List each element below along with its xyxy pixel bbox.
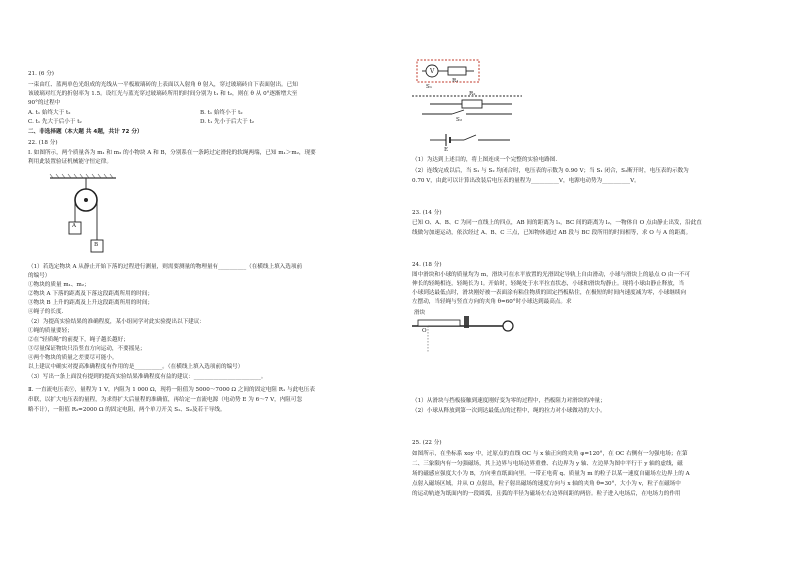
s1-label: S₁ — [426, 84, 433, 90]
voltmeter-symbol: V — [430, 68, 435, 75]
q25-line2: 二、三象限内有一匀强磁场，其上边界与电场边界重叠、右边界为 y 轴、左边界为图中平行于 y 轴的虚线，磁 — [412, 461, 683, 467]
circuit-part1: （1）为达到上述目的，将上图连成一个完整的实验电路图. — [412, 157, 558, 163]
q21-line3: 90°的过程中 — [28, 100, 61, 106]
q21-line1: 一束由红、蓝两单色光组成的光线从一平板玻璃砖的上表面以入射角 θ 射入，穿过玻璃砖自下表面射出。已知 — [28, 82, 298, 88]
q22-suggestion2: ②在“轻质绳”的前提下，绳子越长越好； — [28, 337, 129, 343]
pulley-figure — [50, 176, 130, 260]
q22-suggestion3: ③尽量保证物块只沿竖直方向运动，不要摇晃； — [28, 346, 146, 352]
q22-part3: （3）写出一条上面没有提到的提高实验结果准确程度有益的建议：________________________。 — [28, 374, 267, 380]
q24-part1: （1）从滑块与挡板接触到速度刚好变为零的过程中，挡板阻力对滑块的冲量； — [412, 398, 606, 404]
q21-option-c: C. t₁ 先大于后小于 t₂ — [28, 119, 82, 125]
r1-label: R₁ — [452, 78, 459, 84]
q25-line1: 如图所示，在坐标系 xoy 中，过原点的直线 OC 与 x 轴正向的夹角 φ=120°，在 OC 右侧有一匀强电场；在第 — [412, 451, 688, 457]
q22-part2: （2）为提高实验结果的准确程度，某小组同学对此实验提出以下建议： — [28, 319, 205, 325]
block-b-label: B — [94, 242, 99, 248]
q24-line3: 小球到达最低点时，滑块刚好被一表面涂有粘住物质的固定挡板粘住，在极短的时间内速度减为零，小球继续向 — [412, 290, 687, 296]
r2-label: R₂ — [469, 91, 476, 97]
q21-number: 21. (6 分) — [28, 71, 54, 77]
q25-line5: 的运动轨迹为纸面内的一段圆弧，且弧的半径为磁场左右边界间距的两倍。粒子进入电场后，在电场力的作用 — [412, 491, 681, 497]
q22-part1-cont: 的编号） — [28, 273, 51, 279]
q24-part2: （2）小球从释放到第一次到达最低点的过程中，绳的拉力对小球做功的大小。 — [412, 408, 606, 414]
q21-option-d: D. t₁ 先小于后大于 t₂ — [200, 119, 254, 125]
q22-item2: ②物块 A 下落的距离及下落这段距离所用的时间； — [28, 291, 154, 297]
q22-ii-line1: Ⅱ. 一直流电压表Ⓥ，量程为 1 V，内阻为 1 000 Ω，现将一阻值为 5000～7000 Ω 之间的固定电阻 R₁ 与此电压表 — [28, 387, 315, 393]
circuit-part2-line2: 0.70 V，由此可以计算出改装后电压表的量程为__________V，电源电动势为__________V。 — [412, 178, 640, 184]
q21-option-a: A. t₁ 始终大于 t₂ — [28, 110, 71, 116]
pivot-o-label: O — [422, 328, 427, 334]
q23-line2: 线做匀加速运动，依次经过 A、B、C 三点，已知物体通过 AB 段与 BC 段所用的时间相等，求 O 与 A 的距离。 — [412, 230, 692, 236]
q22-number: 22. (18 分) — [28, 140, 58, 146]
q21-line2: 该玻璃对红光的折射率为 1.5。设红光与蓝光穿过玻璃砖所用的时间分别为 t₁ 和 t₂，则在 θ 从 0°逐渐增大至 — [28, 91, 298, 97]
q22-suggestion4: ④两个物块的质量之差要尽可能小。 — [28, 355, 118, 361]
circuit-part2-line1: （2）连线完成以后，当 S₁ 与 S₂ 均闭合时，电压表的示数为 0.90 V；当 S₁ 闭合，S₂断开时，电压表的示数为 — [412, 168, 689, 174]
slider-ball-figure — [412, 312, 516, 356]
q24-line4: 左摆动，当轻绳与竖直方向的夹角 θ=60°时小球达到最高点。求 — [412, 299, 572, 305]
q22-item1: ①物块的质量 m₁、m₂； — [28, 282, 90, 288]
q21-option-b: B. t₁ 始终小于 t₂ — [200, 110, 243, 116]
q23-line1: 已知 O、A、B、C 为同一直线上的四点，AB 间的距离为 l₁，BC 间的距离为 l₂，一物体自 O 点由静止出发，沿此直 — [412, 220, 702, 226]
q22-ii-line2: 串联，以扩大电压表的量程，为求得扩大后量程的准确值，再给定一直流电源（电动势 E 为 6～7 V，内阻可忽 — [28, 397, 303, 403]
q24-line1: 图中滑块和小球的质量均为 m，滑块可在水平放置的光滑固定导轨上自由滑动，小球与滑块上的悬点 O 由一不可 — [412, 272, 691, 278]
slider-label: 滑块 — [414, 310, 426, 316]
q22-line2: 利用此装置验证机械能守恒定律。 — [28, 159, 112, 165]
circuit-figure — [412, 58, 522, 156]
q22-item3: ③物块 B 上升的距离及上升这段距离所用的时间； — [28, 300, 154, 306]
q22-item4: ④绳子的长度. — [28, 309, 64, 315]
q22-line1: Ⅰ. 如图所示，两个质量各为 m₁ 和 m₂ 的小物块 A 和 B，分别系在一条跨过定滑轮的软绳两端，已知 m₁＞m₂，现要 — [28, 150, 316, 156]
battery-label: E — [444, 147, 449, 153]
q23-number: 23. (14 分) — [412, 210, 442, 216]
q22-part1: （1）若选定物块 A 从静止开始下落的过程进行测量，则需要测量的物理量有__________（在横线上填入选项前 — [28, 264, 303, 270]
q24-line2: 伸长的轻绳相连，轻绳长为 l。开始时，轻绳处于水平拉直状态，小球和滑块均静止。现将小球由静止释放，当 — [412, 281, 685, 287]
section-2-heading: 二、非选择题（本大题 共 4题，共计 72 分） — [28, 129, 143, 135]
q22-ii-line3: 略不计），一阻值 R₂=2000 Ω 的固定电阻，两个单刀开关 S₁、S₂及若干导线。 — [28, 407, 226, 413]
q25-line3: 场的磁感应强度大小为 B，方向垂直纸面向里。一带正电荷 q、质量为 m 的粒子以某一速度自磁场左边界上的 A — [412, 471, 690, 477]
block-a-label: A — [72, 223, 77, 229]
q22-suggestion-question: 以上建议中确实对提高准确程度有作用的是__________。（在横线上填入选项前的编号） — [28, 364, 244, 370]
q25-line4: 点射入磁场区域，并从 O 点射出，粒子射出磁场的速度方向与 x 轴的夹角 θ=30°，大小为 v，粒子在磁场中 — [412, 481, 681, 487]
q22-suggestion1: ①绳的质量要轻； — [28, 328, 73, 334]
q25-number: 25. (22 分) — [412, 440, 442, 446]
q24-number: 24. (18 分) — [412, 262, 442, 268]
s2-label: S₂ — [456, 117, 463, 123]
